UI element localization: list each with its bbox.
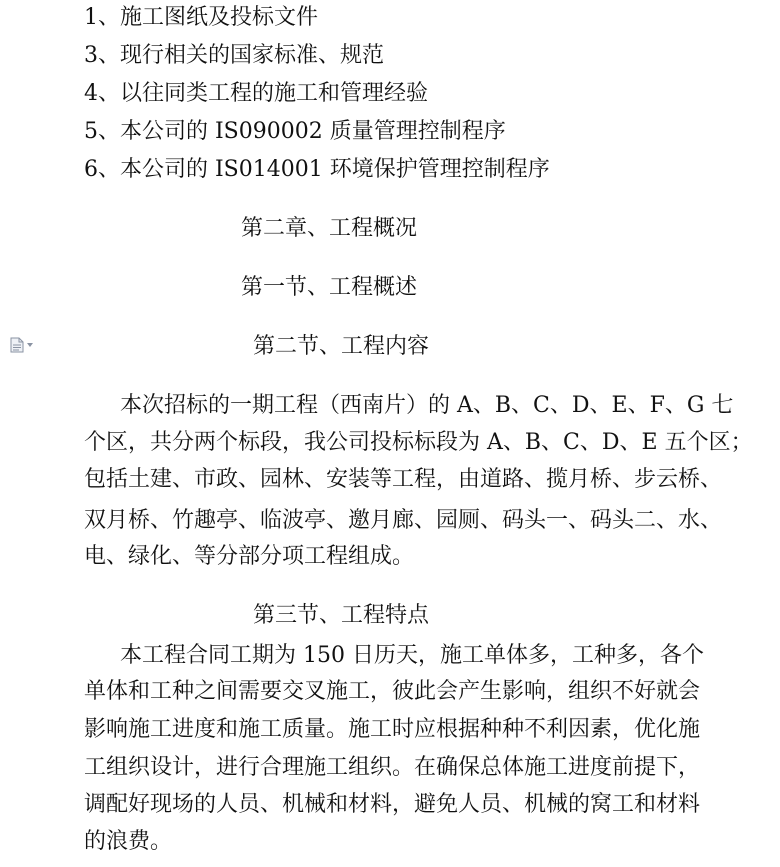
paragraph-line: 包括土建、市政、园林、安装等工程，由道路、揽月桥、步云桥、 <box>84 467 723 492</box>
list-item: 1、施工图纸及投标文件 <box>84 5 318 30</box>
paragraph-line: 本次招标的一期工程（西南片）的 A、B、C、D、E、F、G 七 <box>120 393 734 418</box>
paragraph-line: 电、绿化、等分部分项工程组成。 <box>84 544 415 569</box>
paragraph-line: 调配好现场的人员、机械和材料，避免人员、机械的窝工和材料 <box>84 792 701 817</box>
list-item: 5、本公司的 IS090002 质量管理控制程序 <box>84 119 506 144</box>
list-item: 6、本公司的 IS014001 环境保护管理控制程序 <box>84 157 550 182</box>
paragraph-line: 本工程合同工期为 150 日历天，施工单体多，工种多，各个 <box>120 643 704 668</box>
paragraph-line: 个区，共分两个标段，我公司投标标段为 A、B、C、D、E 五个区； <box>84 430 753 455</box>
paragraph-line: 的浪费。 <box>84 829 173 854</box>
section-heading: 第一节、工程概述 <box>241 275 418 300</box>
paragraph-line: 影响施工进度和施工质量。施工时应根据种种不利因素，优化施 <box>84 717 701 742</box>
list-item: 3、现行相关的国家标准、规范 <box>84 43 384 68</box>
paragraph-line: 单体和工种之间需要交叉施工，彼此会产生影响，组织不好就会 <box>84 679 701 704</box>
document-icon <box>10 337 24 353</box>
section-heading: 第三节、工程特点 <box>253 603 430 628</box>
section-heading: 第二节、工程内容 <box>253 334 430 359</box>
paragraph-line: 双月桥、竹趣亭、临波亭、邀月廊、园厕、码头一、码头二、水、 <box>84 508 723 533</box>
chapter-heading: 第二章、工程概况 <box>241 216 418 241</box>
chevron-down-icon <box>27 343 33 347</box>
paragraph-line: 工组织设计，进行合理施工组织。在确保总体施工进度前提下， <box>84 755 701 780</box>
list-item: 4、以往同类工程的施工和管理经验 <box>84 81 428 106</box>
document-options-icon[interactable] <box>10 337 38 353</box>
